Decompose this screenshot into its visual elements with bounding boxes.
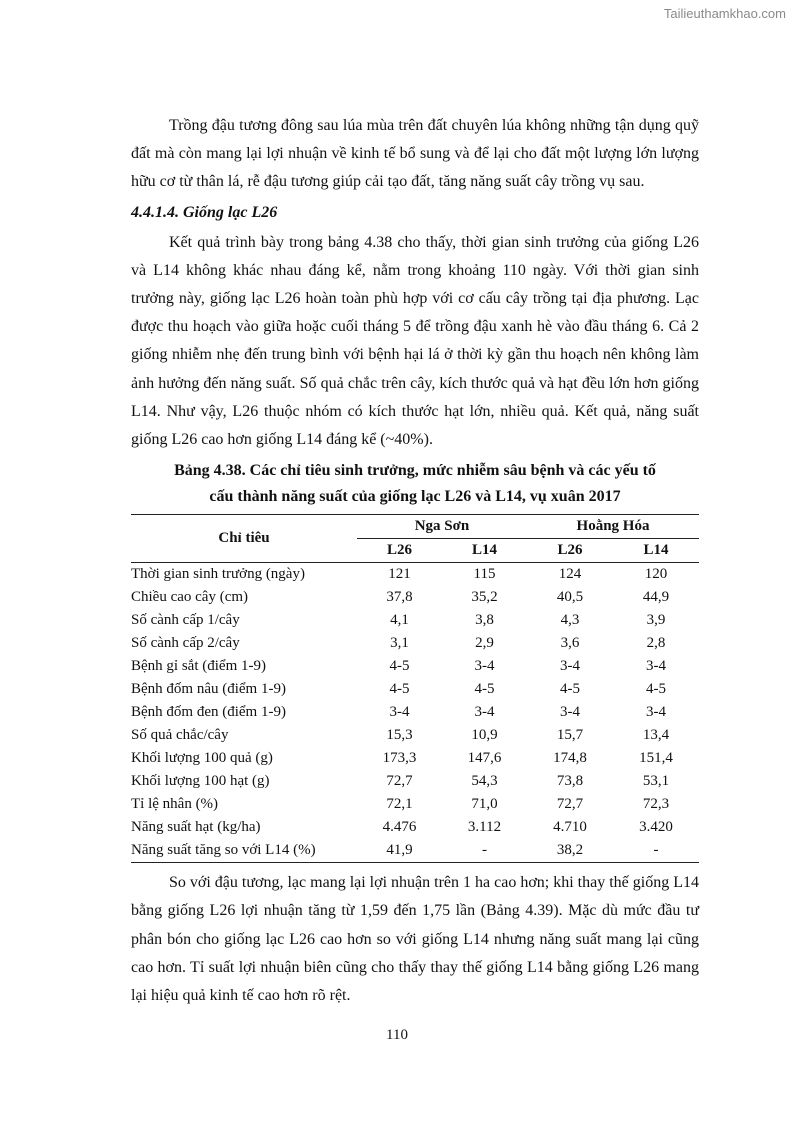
row-value: 3,6	[560, 635, 580, 652]
table-row	[131, 816, 699, 839]
row-value: 37,8	[386, 589, 413, 606]
row-value: 4.476	[382, 819, 417, 836]
row-value: 173,3	[382, 750, 417, 767]
row-value: 3-4	[560, 704, 580, 721]
paragraph-3: So với đậu tương, lạc mang lại lợi nhuận trên 1 ha cao hơn; khi thay thế giống L14 bằng giống L26 lợi nhuận tăng từ 1,59 đến 1,75 lần (Bảng 4.39). Mặc dù mức đầu tư phân bón cho giống lạc L26 cao hơn so với giống L14 nhưng năng suất mang lại cũng cao hơn. Tỉ suất lợi nhuận biên cũng cho thấy thay thế giống L14 bằng giống L26 mang lại hiệu quả kinh tế cao hơn rõ rệt.	[131, 874, 699, 1005]
table-title-line-2: cấu thành năng suất của giống lạc L26 và L14, vụ xuân 2017	[209, 488, 621, 506]
section-heading: 4.4.1.4. Giống lạc L26	[131, 203, 278, 221]
table-row	[131, 678, 699, 701]
row-label: Bệnh đốm nâu (điểm 1-9)	[131, 681, 286, 698]
paragraph-1: Trồng đậu tương đông sau lúa mùa trên đất chuyên lúa không những tận dụng quỹ đất mà còn mang lại lợi nhuận về kinh tế bổ sung và để lại cho đất một lượng lớn lượng hữu cơ từ thân lá, rễ đậu tương giúp cải tạo đất, tăng năng suất cây trồng vụ sau.	[131, 117, 699, 191]
row-value: 10,9	[471, 727, 498, 744]
row-value: 71,0	[471, 796, 498, 813]
watermark: Tailieuthamkhao.com	[663, 6, 786, 21]
row-value: -	[613, 839, 699, 863]
row-value: 35,2	[471, 589, 498, 606]
row-label: Chiều cao cây (cm)	[131, 589, 249, 606]
row-label: Năng suất tăng so với L14 (%)	[131, 839, 357, 863]
header-nga-son: Nga Sơn	[357, 515, 527, 539]
table-row	[131, 655, 699, 678]
row-value: 41,9	[357, 839, 442, 863]
row-value: 3,8	[475, 612, 494, 629]
row-value: 147,6	[467, 750, 502, 767]
row-label: Bệnh gỉ sắt (điểm 1-9)	[131, 658, 266, 675]
row-value: 124	[558, 566, 582, 583]
table-row	[131, 609, 699, 632]
header-col: L14	[442, 539, 527, 563]
row-label: Năng suất hạt (kg/ha)	[131, 819, 261, 836]
page-number: 110	[386, 1027, 408, 1043]
row-value: 44,9	[642, 589, 670, 606]
row-value: 121	[388, 566, 411, 583]
row-value: 3-4	[389, 704, 410, 721]
row-value: 3.420	[639, 819, 673, 836]
row-value: 115	[473, 566, 496, 583]
header-col: L26	[527, 539, 613, 563]
row-value: 120	[644, 566, 668, 583]
row-value: 151,4	[639, 750, 673, 767]
row-value: 2,8	[646, 635, 666, 652]
table-row	[131, 563, 699, 587]
row-label: Bệnh đốm đen (điểm 1-9)	[131, 704, 286, 721]
table-row	[131, 839, 699, 863]
data-table	[131, 514, 699, 863]
row-value: 15,3	[386, 727, 413, 744]
row-label: Thời gian sinh trưởng (ngày)	[131, 566, 305, 583]
row-value: 38,2	[527, 839, 613, 863]
row-value: 13,4	[642, 727, 670, 744]
row-label: Số cành cấp 2/cây	[131, 635, 240, 652]
row-value: 72,1	[386, 796, 413, 813]
row-value: 40,5	[556, 589, 584, 606]
table-row	[131, 793, 699, 816]
table-title-line-1: Bảng 4.38. Các chỉ tiêu sinh trưởng, mức nhiễm sâu bệnh và các yếu tố	[174, 462, 656, 480]
row-value: 15,7	[556, 727, 584, 744]
header-col: L14	[613, 539, 699, 563]
header-col: L26	[357, 539, 442, 563]
row-value: 4-5	[389, 681, 410, 698]
row-value: 4-5	[389, 658, 410, 675]
table-row	[131, 586, 699, 609]
row-value: 4.710	[553, 819, 587, 836]
row-value: 4,1	[390, 612, 409, 629]
row-value: 3.112	[467, 819, 502, 836]
row-value: 3-4	[560, 658, 580, 675]
row-value: 72,3	[642, 796, 670, 813]
row-value: 72,7	[556, 796, 584, 813]
header-hoang-hoa: Hoằng Hóa	[527, 515, 699, 539]
table-row	[131, 632, 699, 655]
row-value: 4-5	[560, 681, 580, 698]
row-value: 4,3	[560, 612, 580, 629]
row-value: 2,9	[475, 635, 494, 652]
table-row	[131, 701, 699, 724]
row-value: 72,7	[386, 773, 413, 790]
row-label: Tỉ lệ nhân (%)	[131, 796, 219, 813]
row-value: 73,8	[556, 773, 584, 790]
row-value: 3,9	[646, 612, 666, 629]
row-label: Khối lượng 100 quả (g)	[131, 750, 273, 767]
page-content	[131, 112, 699, 1010]
row-value: 53,1	[642, 773, 670, 790]
row-label: Số cành cấp 1/cây	[131, 612, 240, 629]
row-label: Số quả chắc/cây	[131, 727, 229, 744]
row-value: 3-4	[474, 658, 495, 675]
row-label: Khối lượng 100 hạt (g)	[131, 773, 270, 790]
table-row	[131, 770, 699, 793]
row-value: 4-5	[474, 681, 495, 698]
header-criteria: Chỉ tiêu	[131, 515, 357, 563]
row-value: 174,8	[553, 750, 587, 767]
table-row	[131, 747, 699, 770]
row-value: 54,3	[471, 773, 498, 790]
table-row	[131, 724, 699, 747]
row-value: 4-5	[646, 681, 666, 698]
table-title	[131, 458, 699, 510]
row-value: 3-4	[646, 704, 666, 721]
row-value: -	[442, 839, 527, 863]
paragraph-2: Kết quả trình bày trong bảng 4.38 cho thấy, thời gian sinh trưởng của giống L26 và L14 không khác nhau đáng kể, nằm trong khoảng 110 ngày. Với thời gian sinh trưởng này, giống lạc L26 hoàn toàn phù hợp với cơ cấu cây trồng tại địa phương. Lạc được thu hoạch vào giữa hoặc cuối tháng 5 để trồng đậu xanh hè vào đầu tháng 6. Cả 2 giống nhiễm nhẹ đến trung bình với bệnh hại lá ở thời kỳ gần thu hoạch nên không làm ảnh hưởng đến năng suất. Số quả chắc trên cây, kích thước quả và hạt đều lớn hơn giống L14. Như vậy, L26 thuộc nhóm có kích thước hạt lớn, nhiều quả. Kết quả, năng suất giống L26 cao hơn giống L14 đáng kể (~40%).	[131, 233, 699, 449]
row-value: 3-4	[474, 704, 495, 721]
row-value: 3-4	[646, 658, 666, 675]
row-value: 3,1	[390, 635, 409, 652]
